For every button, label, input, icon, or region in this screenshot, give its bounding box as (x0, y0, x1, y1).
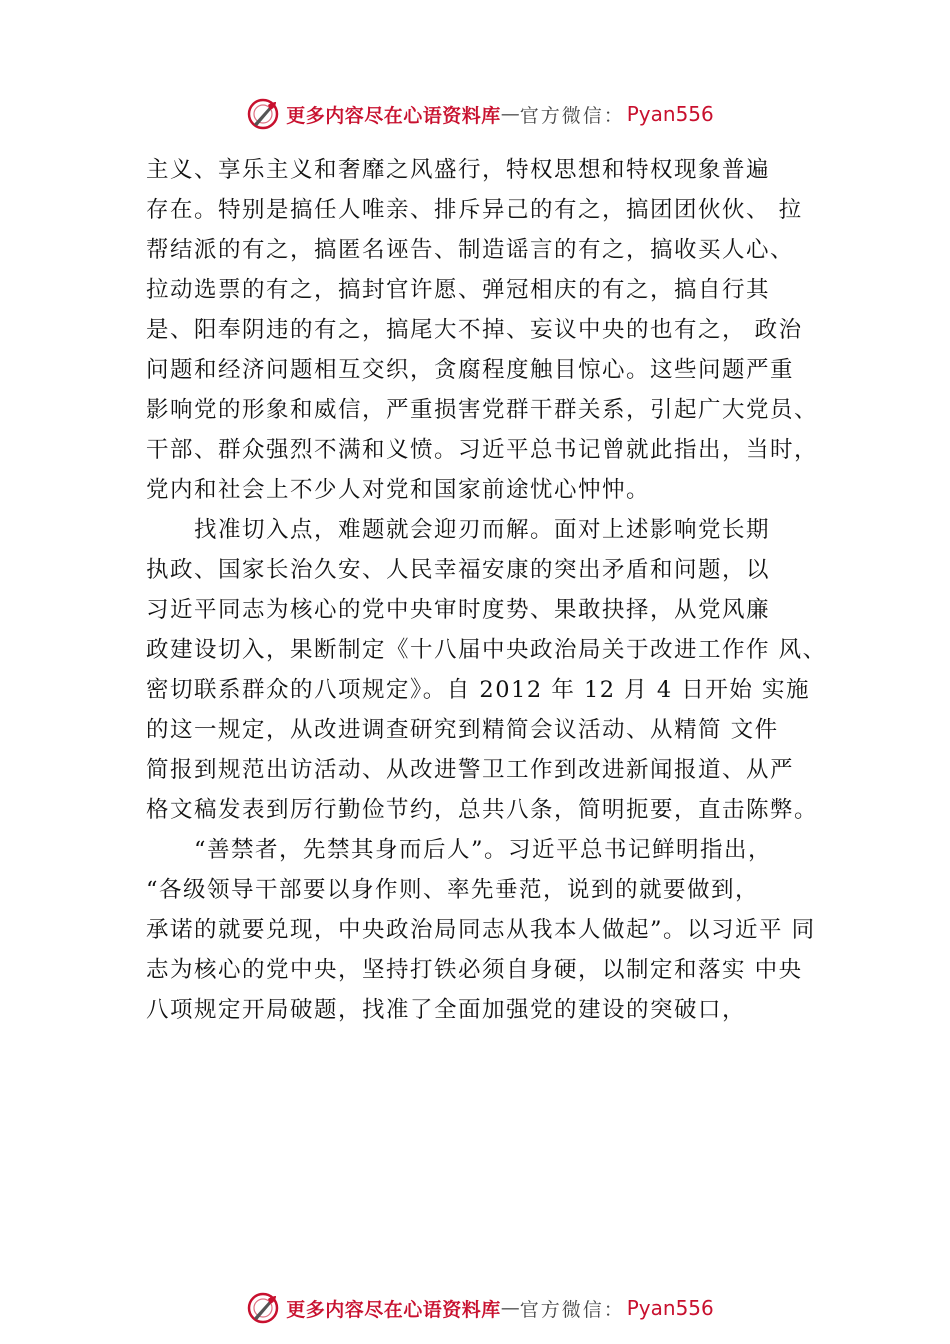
text-line: 简报到规范出访活动、从改进警卫工作到改进新闻报道、从严 (146, 757, 795, 783)
site-name: 更多内容尽在心语资料库 (286, 104, 501, 127)
text-line: 主义、享乐主义和奢靡之风盛行，特权思想和特权现象普遍 (146, 157, 771, 183)
text-line: 习近平同志为核心的党中央审时度势、果敢抉择，从党风廉 (146, 597, 771, 623)
footer-banner-content (246, 1291, 714, 1325)
wechat-label: 官方微信： (519, 1298, 625, 1321)
text-line: 存在。特别是搞任人唯亲、排斥异己的有之，搞团团伙伙、 拉 (146, 197, 803, 223)
text-line: 干部、群众强烈不满和义愤。习近平总书记曾就此指出，当时， (146, 437, 819, 463)
text-line: 影响党的形象和威信，严重损害党群干群关系，引起广大党员、 (146, 397, 819, 423)
banner-dash: — (500, 103, 520, 125)
text-line: 密切联系群众的八项规定》。自 2012 年 12 月 4 日开始 实施 (146, 677, 811, 703)
text-line: 帮结派的有之，搞匿名诬告、制造谣言的有之，搞收买人心、 (146, 237, 795, 263)
wechat-id: Pyan556 (626, 102, 714, 126)
wechat-label: 官方微信： (519, 104, 625, 127)
body-text (146, 150, 856, 1030)
text-line: 执政、国家长治久安、人民幸福安康的突出矛盾和问题，以 (146, 557, 771, 583)
text-line: 政建设切入，果断制定《十八届中央政治局关于改进工作作 风、 (146, 637, 827, 663)
text-line: 问题和经济问题相互交织，贪腐程度触目惊心。这些问题严重 (146, 357, 795, 383)
quill-logo-icon (246, 1291, 280, 1325)
banner-dash: — (500, 1297, 520, 1319)
text-line: 的这一规定，从改进调查研究到精简会议活动、从精简 文件 (146, 717, 779, 743)
header-banner-content (246, 97, 714, 131)
header-banner (0, 94, 950, 134)
text-line: 承诺的就要兑现，中央政治局同志从我本人做起”。以习近平 同 (146, 917, 816, 943)
text-line: 八项规定开局破题，找准了全面加强党的建设的突破口， (146, 997, 747, 1023)
text-line: 是、阳奉阴违的有之，搞尾大不掉、妄议中央的也有之， 政治 (146, 317, 803, 343)
text-line: 党内和社会上不少人对党和国家前途忧心忡忡。 (146, 477, 651, 503)
text-line: 志为核心的党中央，坚持打铁必须自身硬，以制定和落实 中央 (146, 957, 803, 983)
text-line: 拉动选票的有之，搞封官许愿、弹冠相庆的有之，搞自行其 (146, 277, 771, 303)
quill-logo-icon (246, 97, 280, 131)
site-name: 更多内容尽在心语资料库 (286, 1298, 501, 1321)
wechat-id: Pyan556 (626, 1296, 714, 1320)
text-line: 格文稿发表到厉行勤俭节约，总共八条，简明扼要，直击陈弊。 (146, 797, 819, 823)
footer-banner (0, 1288, 950, 1328)
text-line: “各级领导干部要以身作则、率先垂范，说到的就要做到， (146, 877, 760, 903)
text-line: 找准切入点，难题就会迎刃而解。面对上述影响党长期 (146, 517, 771, 543)
text-line: “善禁者，先禁其身而后人”。习近平总书记鲜明指出， (146, 837, 773, 863)
